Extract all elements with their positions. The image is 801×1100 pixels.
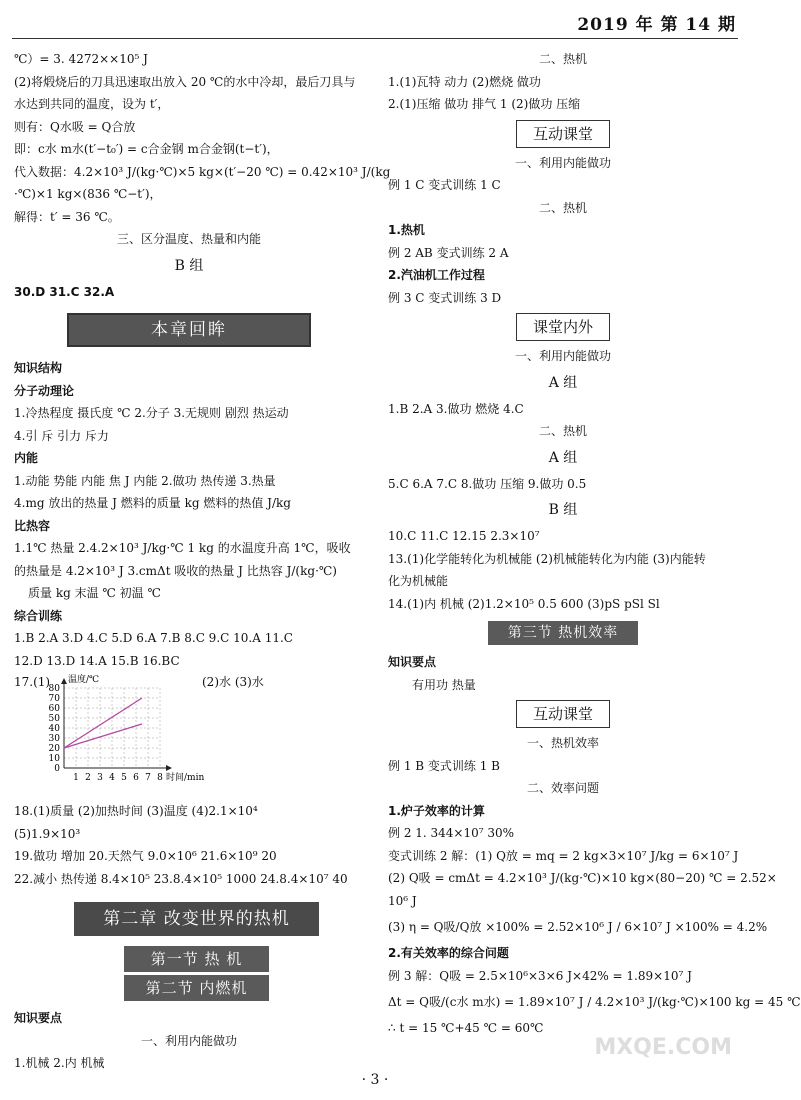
- group-title: A 组: [548, 374, 578, 391]
- subheading: 2.有关效率的综合问题: [388, 946, 509, 960]
- answer-line: 1.B 2.A 3.D 4.C 5.D 6.A 7.B 8.C 9.C 10.A 11.C: [14, 631, 293, 645]
- x-tick: 6: [133, 773, 139, 783]
- subheading: 1.炉子效率的计算: [388, 803, 485, 818]
- text-line: 则有：Q水吸 = Q合放: [14, 119, 136, 134]
- temperature-time-graph: [44, 674, 234, 798]
- answer-line: (2) Q吸 = cmΔt = 4.2×10³ J/(kg·℃)×10 kg×(80−20) ℃ = 2.52×: [388, 871, 777, 885]
- x-axis-label: 时间/min: [166, 773, 205, 783]
- answer-line: (5)1.9×10³: [14, 826, 81, 841]
- answer-line: 10.C 11.C 12.15 2.3×10⁷: [388, 529, 540, 543]
- answer-line: 19.做功 增加 20.天然气 9.0×10⁶ 21.6×10⁹ 20: [14, 849, 277, 863]
- chapter-review-banner: 本章回眸: [67, 313, 311, 347]
- answer-line: 1.B 2.A 3.做功 燃烧 4.C: [388, 401, 524, 416]
- answer-line: 4.mg 放出的热量 J 燃料的质量 kg 燃料的热值 J/kg: [14, 496, 291, 510]
- answer-line: 例 3 解：Q吸 = 2.5×10⁶×3×6 J×42% = 1.89×10⁷ J: [388, 968, 692, 983]
- section-heading: 二、热机: [538, 424, 587, 438]
- x-tick: 4: [109, 773, 115, 783]
- answer-line: (3) η = Q吸/Q放 ×100% = 2.52×10⁶ J / 6×10⁷ J ×100% = 4.2%: [388, 920, 768, 934]
- section-heading: 一、热机效率: [526, 736, 599, 750]
- group-title: A 组: [548, 449, 578, 466]
- text-line: 即：c水 m水(t′−t₀′) = c合金钢 m合金钢(t−t′)，: [14, 142, 279, 156]
- answer-line: 例 2 AB 变式训练 2 A: [388, 245, 509, 260]
- group-title: B 组: [548, 502, 578, 518]
- interactive-class-banner: 互动课堂: [516, 700, 610, 728]
- interactive-class-banner: 互动课堂: [516, 120, 610, 148]
- text-line: ·℃)×1 kg×(836 ℃−t′)，: [14, 187, 162, 201]
- section-banner: 第二节 内燃机: [124, 975, 269, 1001]
- subheading: 比热容: [14, 518, 51, 533]
- answer-line: 1.动能 势能 内能 焦 J 内能 2.做功 热传递 3.热量: [14, 473, 276, 488]
- x-tick: 8: [157, 773, 163, 783]
- subheading: 内能: [14, 451, 39, 465]
- x-tick: 7: [145, 773, 151, 783]
- page-header: 2019 年 第 14 期: [577, 15, 736, 35]
- answer-line: 化为机械能: [388, 574, 449, 588]
- text-line: 代入数据：4.2×10³ J/(kg·℃)×5 kg×(t′−20 ℃) = 0.42×10³ J/(kg: [14, 164, 391, 179]
- answer-line: 18.(1)质量 (2)加热时间 (3)温度 (4)2.1×10⁴: [14, 804, 258, 818]
- header-rule: [12, 38, 738, 39]
- section-heading: 一、利用内能做功: [140, 1033, 237, 1048]
- x-tick: 5: [121, 773, 127, 783]
- subheading: 知识要点: [388, 655, 437, 669]
- answer-line: 例 1 B 变式训练 1 B: [388, 758, 500, 773]
- subheading: 综合训练: [14, 608, 63, 623]
- y-axis-arrow: [61, 678, 67, 684]
- y-tick: 40: [48, 724, 60, 734]
- answer-line: 有用功 热量: [412, 677, 476, 692]
- y-axis-label: 温度/℃: [68, 675, 100, 685]
- line-series-a: [64, 698, 142, 748]
- answer-line: 1.机械 2.内 机械: [14, 1056, 105, 1070]
- watermark: MXQE.COM: [594, 1035, 732, 1060]
- section-heading: 二、热机: [538, 200, 587, 215]
- x-tick: 2: [85, 773, 91, 783]
- section-heading: 二、热机: [538, 52, 587, 66]
- y-tick: 50: [48, 714, 60, 724]
- section-heading: 一、利用内能做功: [514, 349, 611, 363]
- answer-line: 1.冷热程度 摄氏度 ℃ 2.分子 3.无规则 剧烈 热运动: [14, 406, 289, 420]
- graph-grid: [64, 688, 160, 768]
- y-tick: 60: [48, 704, 60, 714]
- subheading: 知识要点: [14, 1011, 63, 1025]
- answer-line: 1.(1)瓦特 动力 (2)燃烧 做功: [388, 74, 541, 89]
- answer-line: 14.(1)内 机械 (2)1.2×10⁵ 0.5 600 (3)pS pSl Sl: [388, 596, 660, 611]
- answer-line: ∴ t = 15 ℃+45 ℃ = 60℃: [388, 1021, 544, 1035]
- group-title: B 组: [174, 257, 204, 274]
- y-tick: 10: [48, 754, 60, 764]
- y-tick: 30: [48, 734, 60, 744]
- question-17-label: 17.(1): [14, 675, 51, 689]
- subheading: 知识结构: [14, 361, 63, 375]
- answer-line: 12.D 13.D 14.A 15.B 16.BC: [14, 653, 180, 668]
- x-axis-arrow: [166, 765, 172, 771]
- subheading: 分子动理论: [14, 383, 75, 398]
- text-line: ℃）= 3. 4272××10⁵ J: [14, 52, 148, 66]
- section-banner: 第一节 热 机: [124, 946, 269, 972]
- section-banner: 第三节 热机效率: [488, 621, 638, 645]
- section-heading: 三、区分温度、热量和内能: [116, 232, 261, 246]
- answer-line: 例 1 C 变式训练 1 C: [388, 178, 501, 192]
- answer-line: 2.(1)压缩 做功 排气 1 (2)做功 压缩: [388, 97, 581, 111]
- section-heading: 二、效率问题: [526, 781, 599, 795]
- text-line: 解得：t′ = 36 ℃。: [14, 209, 120, 224]
- answer-line: 10⁶ J: [388, 893, 417, 908]
- answer-line: 22.减小 热传递 8.4×10⁵ 23.8.4×10⁵ 1000 24.8.4×10⁷ 40: [14, 871, 348, 886]
- right-column: [388, 48, 801, 1040]
- x-tick: 3: [97, 773, 103, 783]
- y-tick: 80: [48, 684, 60, 694]
- answer-line: 4.引 斥 引力 斥力: [14, 428, 109, 443]
- y-tick: 0: [54, 764, 60, 774]
- subheading: 2.汽油机工作过程: [388, 268, 485, 282]
- y-tick: 20: [48, 744, 60, 754]
- text-line: 水达到共同的温度，设为 t′，: [14, 97, 170, 111]
- question-17-answers: (2)水 (3)水: [202, 675, 264, 689]
- answer-line: 30.D 31.C 32.A: [14, 284, 115, 299]
- left-column: [14, 48, 391, 1075]
- subheading: 1.热机: [388, 223, 425, 237]
- answer-line: 例 2 1. 344×10⁷ 30%: [388, 826, 515, 840]
- section-heading: 一、利用内能做功: [514, 155, 611, 170]
- answer-line: 5.C 6.A 7.C 8.做功 压缩 9.做功 0.5: [388, 476, 587, 491]
- page-number: · 3 ·: [361, 1072, 389, 1088]
- answer-line: 1.1℃ 热量 2.4.2×10³ J/kg·℃ 1 kg 的水温度升高 1℃，吸收: [14, 541, 351, 555]
- answer-line: Δt = Q吸/(c水 m水) = 1.89×10⁷ J / 4.2×10³ J/(kg·℃)×100 kg = 45 ℃: [388, 995, 801, 1009]
- answer-line: 质量 kg 末温 ℃ 初温 ℃: [28, 586, 161, 600]
- question-17: [14, 672, 364, 800]
- text-line: (2)将煅烧后的刀具迅速取出放入 20 ℃的水中冷却，最后刀具与: [14, 74, 356, 89]
- line-series-b: [64, 724, 142, 748]
- x-tick: 1: [73, 773, 79, 783]
- chapter-banner: 第二章 改变世界的热机: [74, 902, 319, 936]
- answer-line: 13.(1)化学能转化为机械能 (2)机械能转化为内能 (3)内能转: [388, 551, 706, 566]
- answer-line: 变式训练 2 解：(1) Q放 = mq = 2 kg×3×10⁷ J/kg = 6×10⁷ J: [388, 848, 739, 863]
- inside-outside-class-banner: 课堂内外: [516, 313, 610, 341]
- y-tick: 70: [48, 694, 60, 704]
- answer-line: 例 3 C 变式训练 3 D: [388, 290, 502, 305]
- answer-line: 的热量是 4.2×10³ J 3.cmΔt 吸收的热量 J 比热容 J/(kg·℃): [14, 563, 337, 578]
